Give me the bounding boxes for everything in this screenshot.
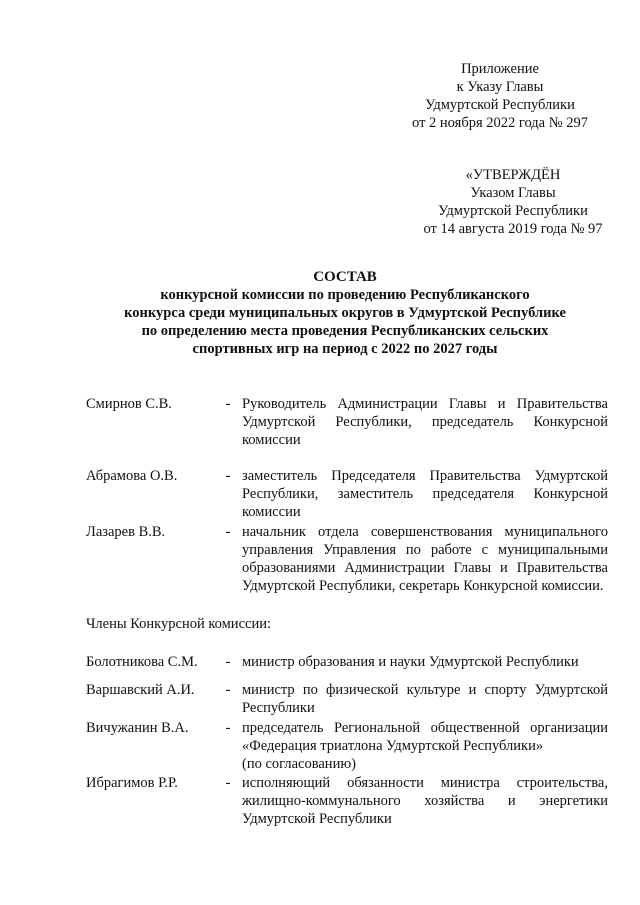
list-item bbox=[86, 774, 608, 834]
approval-line-3: Удмуртской Республики bbox=[438, 203, 588, 219]
separator-dash: - bbox=[225, 682, 231, 698]
appendix-line-2: к Указу Главы bbox=[456, 79, 544, 95]
approval-line-2: Указом Главы bbox=[470, 185, 556, 201]
member-role: министр образования и науки Удмуртской Республики bbox=[242, 654, 579, 670]
separator-dash: - bbox=[225, 654, 231, 670]
separator-dash: - bbox=[225, 468, 231, 484]
separator-dash: - bbox=[225, 396, 231, 412]
approval-line-4: от 14 августа 2019 года № 97 bbox=[423, 221, 603, 237]
title-main: СОСТАВ bbox=[313, 269, 377, 285]
appendix-line-4: от 2 ноября 2022 года № 297 bbox=[412, 115, 588, 131]
commission-list bbox=[86, 395, 608, 834]
member-name: Болотникова С.М. bbox=[86, 654, 198, 670]
title-line-2: конкурса среди муниципальных округов в Удмуртской Республике bbox=[124, 305, 566, 321]
member-name: Варшавский А.И. bbox=[86, 682, 195, 698]
member-name: Смирнов С.В. bbox=[86, 396, 172, 412]
appendix-line-3: Удмуртской Республики bbox=[425, 97, 575, 113]
member-role: министр по физической культуре и спорту Удмуртской Республики bbox=[242, 682, 608, 716]
separator-dash: - bbox=[225, 524, 231, 540]
list-item bbox=[86, 719, 608, 774]
member-role: начальник отдела совершенствования муниципального управления Управления по работе с муниципальными образованиями Администрации Главы и Правительства Удмуртской Республики, секретарь Конкурсной комиссии. bbox=[242, 524, 608, 594]
member-name: Вичужанин В.А. bbox=[86, 720, 189, 736]
appendix-block bbox=[395, 60, 605, 132]
member-role-line: председатель Региональной общественной организации bbox=[242, 720, 608, 736]
member-role-line: (по согласованию) bbox=[242, 756, 356, 772]
member-role bbox=[242, 719, 608, 773]
member-name: Ибрагимов Р.Р. bbox=[86, 775, 178, 791]
member-name: Абрамова О.В. bbox=[86, 468, 178, 484]
member-role: заместитель Председателя Правительства Удмуртской Республики, заместитель председателя Конкурсной комиссии bbox=[242, 468, 608, 520]
list-item bbox=[86, 395, 608, 467]
appendix-line-1: Приложение bbox=[461, 61, 539, 77]
title-line-1: конкурсной комиссии по проведению Республиканского bbox=[160, 287, 530, 303]
member-role: исполняющий обязанности министра строительства, жилищно-коммунального хозяйства и энергетики Удмуртской Республики bbox=[242, 775, 608, 827]
member-role: Руководитель Администрации Главы и Правительства Удмуртской Республики, председатель Конкурсной комиссии bbox=[242, 396, 608, 448]
separator-dash: - bbox=[225, 720, 231, 736]
list-item bbox=[86, 467, 608, 523]
approval-line-1: «УТВЕРЖДЁН bbox=[465, 167, 561, 183]
title-line-3: по определению места проведения Республиканских сельских bbox=[141, 323, 549, 339]
approval-block bbox=[408, 166, 618, 238]
list-item bbox=[86, 523, 608, 615]
member-name: Лазарев В.В. bbox=[86, 524, 166, 540]
list-item bbox=[86, 653, 608, 681]
members-subheader-text: Члены Конкурсной комиссии: bbox=[86, 616, 271, 632]
member-role-line: «Федерация триатлона Удмуртской Республики» bbox=[242, 738, 544, 754]
members-subheader bbox=[86, 615, 608, 653]
separator-dash: - bbox=[225, 775, 231, 791]
document-title bbox=[60, 268, 630, 358]
title-line-4: спортивных игр на период с 2022 по 2027 годы bbox=[192, 341, 498, 357]
list-item bbox=[86, 681, 608, 719]
